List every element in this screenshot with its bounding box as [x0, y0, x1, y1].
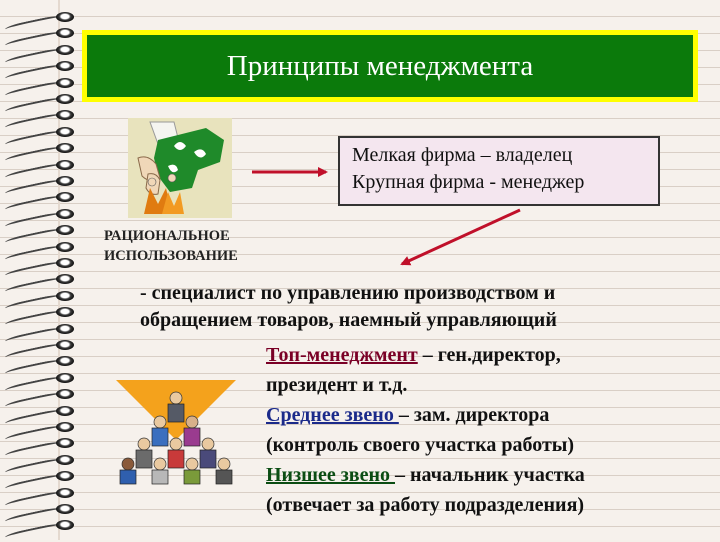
level-top	[266, 340, 706, 400]
title-banner-inner	[87, 35, 693, 97]
lower-level-desc-2: (отвечает за работу подразделения)	[266, 494, 585, 516]
level-lower	[266, 460, 706, 520]
binding-ring-icon	[4, 12, 74, 22]
binding-ring-icon	[4, 45, 74, 55]
binding-ring-icon	[4, 274, 74, 284]
top-management-desc: – ген.директор,	[417, 344, 561, 366]
slide-title: Принципы менеджмента	[226, 49, 534, 82]
binding-ring-icon	[4, 340, 74, 350]
binding-ring-icon	[4, 61, 74, 71]
rational-line-2: ИСПОЛЬЗОВАНИЕ	[104, 248, 238, 264]
lower-level-term: Низшее звено	[266, 464, 395, 486]
top-management-term: Топ-менеджмент	[266, 344, 418, 366]
level-middle	[266, 400, 706, 460]
definition-line-1: - специалист по управлению производством и	[140, 282, 556, 304]
binding-ring-icon	[4, 520, 74, 530]
binding-ring-icon	[4, 160, 74, 170]
binding-ring-icon	[4, 373, 74, 383]
binding-ring-icon	[4, 504, 74, 514]
team-pyramid-clipart-icon	[116, 378, 236, 486]
middle-level-desc: – зам. директора	[398, 404, 550, 426]
title-banner	[82, 30, 698, 102]
binding-ring-icon	[4, 242, 74, 252]
binding-ring-icon	[4, 324, 74, 334]
large-firm-line: Крупная фирма - менеджер	[352, 171, 585, 193]
binding-ring-icon	[4, 78, 74, 88]
handshake-clipart-icon	[128, 118, 232, 218]
binding-ring-icon	[4, 28, 74, 38]
binding-ring-icon	[4, 422, 74, 432]
binding-ring-icon	[4, 127, 74, 137]
definition-line-2: обращением товаров, наемный управляющий	[140, 309, 557, 331]
binding-ring-icon	[4, 488, 74, 498]
binding-ring-icon	[4, 356, 74, 366]
middle-level-term: Среднее звено	[266, 404, 399, 426]
binding-ring-icon	[4, 455, 74, 465]
rational-line-1: РАЦИОНАЛЬНОЕ	[104, 228, 230, 244]
binding-ring-icon	[4, 406, 74, 416]
management-levels	[266, 340, 706, 520]
lower-level-desc: – начальник участка	[395, 464, 585, 486]
binding-ring-icon	[4, 438, 74, 448]
small-firm-line: Мелкая фирма – владелец	[352, 144, 573, 166]
binding-ring-icon	[4, 471, 74, 481]
top-management-desc-2: президент и т.д.	[266, 374, 408, 396]
binding-rings	[0, 0, 90, 540]
middle-level-desc-2: (контроль своего участка работы)	[266, 434, 575, 456]
binding-ring-icon	[4, 291, 74, 301]
binding-ring-icon	[4, 209, 74, 219]
binding-ring-icon	[4, 143, 74, 153]
binding-ring-icon	[4, 389, 74, 399]
binding-ring-icon	[4, 192, 74, 202]
binding-ring-icon	[4, 110, 74, 120]
binding-ring-icon	[4, 94, 74, 104]
manager-definition	[140, 280, 700, 334]
binding-ring-icon	[4, 258, 74, 268]
binding-ring-icon	[4, 307, 74, 317]
binding-ring-icon	[4, 225, 74, 235]
rational-use-label	[104, 226, 284, 266]
binding-ring-icon	[4, 176, 74, 186]
firm-ownership-box	[338, 136, 660, 206]
